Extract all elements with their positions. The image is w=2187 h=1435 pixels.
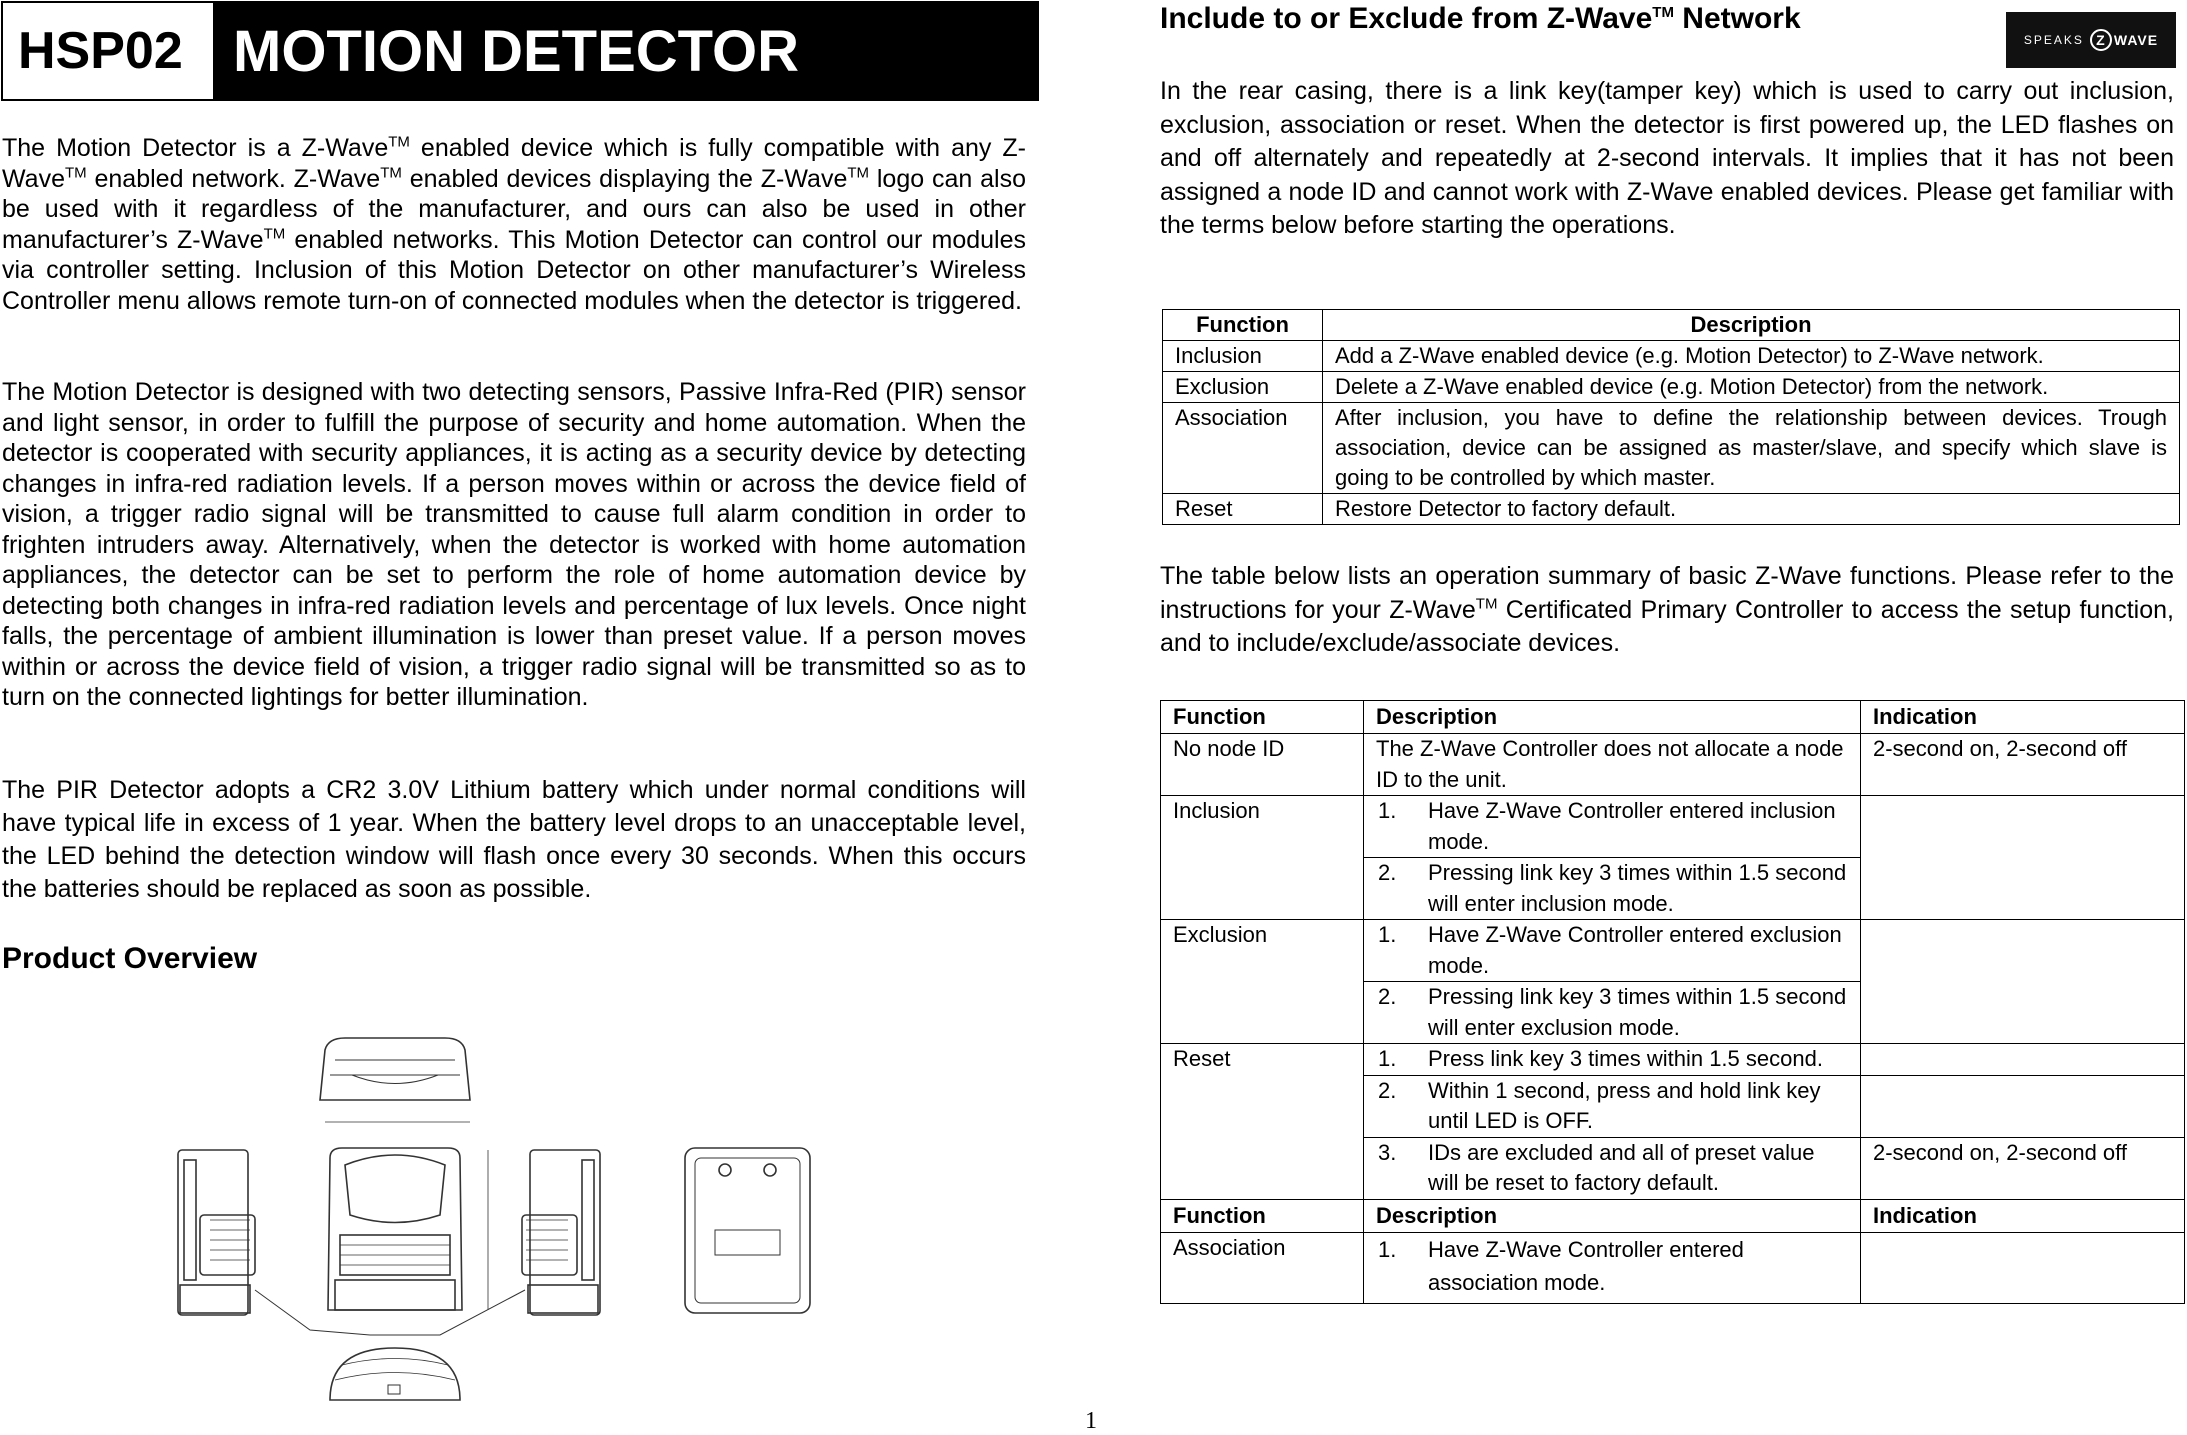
back-view [685, 1148, 810, 1313]
table-row: 2. Within 1 second, press and hold link key until LED is OFF. [1161, 1075, 2185, 1137]
table-row: Inclusion 1. Have Z-Wave Controller entered inclusion mode. [1161, 796, 2185, 858]
table-row: Inclusion Add a Z-Wave enabled device (e.g. Motion Detector) to Z-Wave network. [1163, 341, 2180, 372]
top-view [320, 1038, 470, 1100]
operations-table [1160, 700, 2185, 1304]
product-drawing [170, 1030, 820, 1410]
table-row: Exclusion Delete a Z-Wave enabled device (e.g. Motion Detector) from the network. [1163, 372, 2180, 403]
table-row: Exclusion 1. Have Z-Wave Controller entered exclusion mode. [1161, 920, 2185, 982]
document-title: MOTION DETECTOR [215, 3, 1037, 99]
table-row: 2. Pressing link key 3 times within 1.5 second will enter inclusion mode. [1161, 858, 2185, 920]
table-row: 2. Pressing link key 3 times within 1.5 second will enter exclusion mode. [1161, 982, 2185, 1044]
terms-table [1162, 309, 2180, 525]
battery-paragraph: The PIR Detector adopts a CR2 3.0V Lithium battery which under normal conditions will have typical life in excess of 1 year. When the battery level drops to an unacceptable level, the LED behind the detection window will flash once every 30 seconds. When this occurs the batteries should be replaced as soon as possible. [2, 776, 1026, 903]
right-side-view [522, 1150, 600, 1315]
table-row: Association After inclusion, you have to define the relationship between devices. Trough association, device can be assigned as master/slave, and specify which slave is going to be controlled by which master. [1163, 403, 2180, 494]
table-row: Reset Restore Detector to factory default. [1163, 494, 2180, 525]
intro-paragraph-1: The Motion Detector is a Z-Wave™ enabled device which is fully compatible with any Z-Wave™ enabled network. Z-Wave™ enabled devices displaying the Z-Wave™ logo can also be used with it regardless of the manufacturer, and ours can also be used in other manufacturer’s Z-Wave™ enabled networks. This Motion Detector can control our modules via controller setting. Inclusion of this Motion Detector on other manufacturer’s Wireless Controller menu allows remote turn-on of connected modules when the detector is triggered. [2, 133, 1027, 315]
page-number: 1 [1085, 1408, 1097, 1434]
summary-paragraph: The table below lists an operation summary of basic Z-Wave functions. Please refer to the instructions for your Z-Wave™ Certificated Primary Controller to access the setup function, and to include/exclude/associate devices. [1160, 562, 2174, 657]
bottom-view [330, 1348, 460, 1400]
document-header [1, 1, 1039, 101]
table-row: No node ID The Z-Wave Controller does not allocate a node ID to the unit. 2-second on, 2-second off [1161, 734, 2185, 796]
table-header-row: Function Description [1163, 310, 2180, 341]
product-overview-heading: Product Overview [2, 942, 258, 975]
link-key-paragraph: In the rear casing, there is a link key(tamper key) which is used to carry out inclusion, exclusion, association or reset. When the detector is first powered up, the LED flashes on and off alternately and repeatedly at 2-second intervals. It implies that it has not been assigned a node ID and cannot work with Z-Wave enabled devices. Please get familiar with the terms below before starting the operations. [1160, 77, 2174, 239]
speaks-zwave-logo: SPEAKS Z WAVE [2006, 12, 2176, 68]
table-row: Reset 1. Press link key 3 times within 1.5 second. [1161, 1044, 2185, 1076]
table-header-row: Function Description Indication [1161, 1199, 2185, 1232]
table-header-row: Function Description Indication [1161, 701, 2185, 734]
left-side-view [178, 1150, 255, 1315]
front-view [328, 1148, 488, 1310]
model-code: HSP02 [3, 3, 215, 99]
intro-paragraph-2: The Motion Detector is designed with two detecting sensors, Passive Infra-Red (PIR) sensor and light sensor, in order to fulfill the purpose of security and home automation. When the detector is cooperated with security appliances, it is acting as a security device by detecting changes in infra-red radiation levels. If a person moves within or across the device field of vision, a trigger radio signal will be transmitted to cause full alarm condition in order to frighten intruders away. Alternatively, when the detector is worked with home automation appliances, the detector can be set to perform the role of home automation device by detecting both changes in infra-red radiation levels and percentage of lux levels. Once night falls, the percentage of ambient illumination is lower than preset value. If a person moves within or across the device field of vision, a trigger radio signal will be transmitted so as to turn on the connected lightings for better illumination. [2, 378, 1026, 711]
table-row: 3. IDs are excluded and all of preset value will be reset to factory default. 2-second on, 2-second off [1161, 1137, 2185, 1199]
network-heading: Include to or Exclude from Z-Wave™ Network [1160, 2, 1801, 35]
table-row: Association 1. Have Z-Wave Controller entered association mode. [1161, 1232, 2185, 1303]
